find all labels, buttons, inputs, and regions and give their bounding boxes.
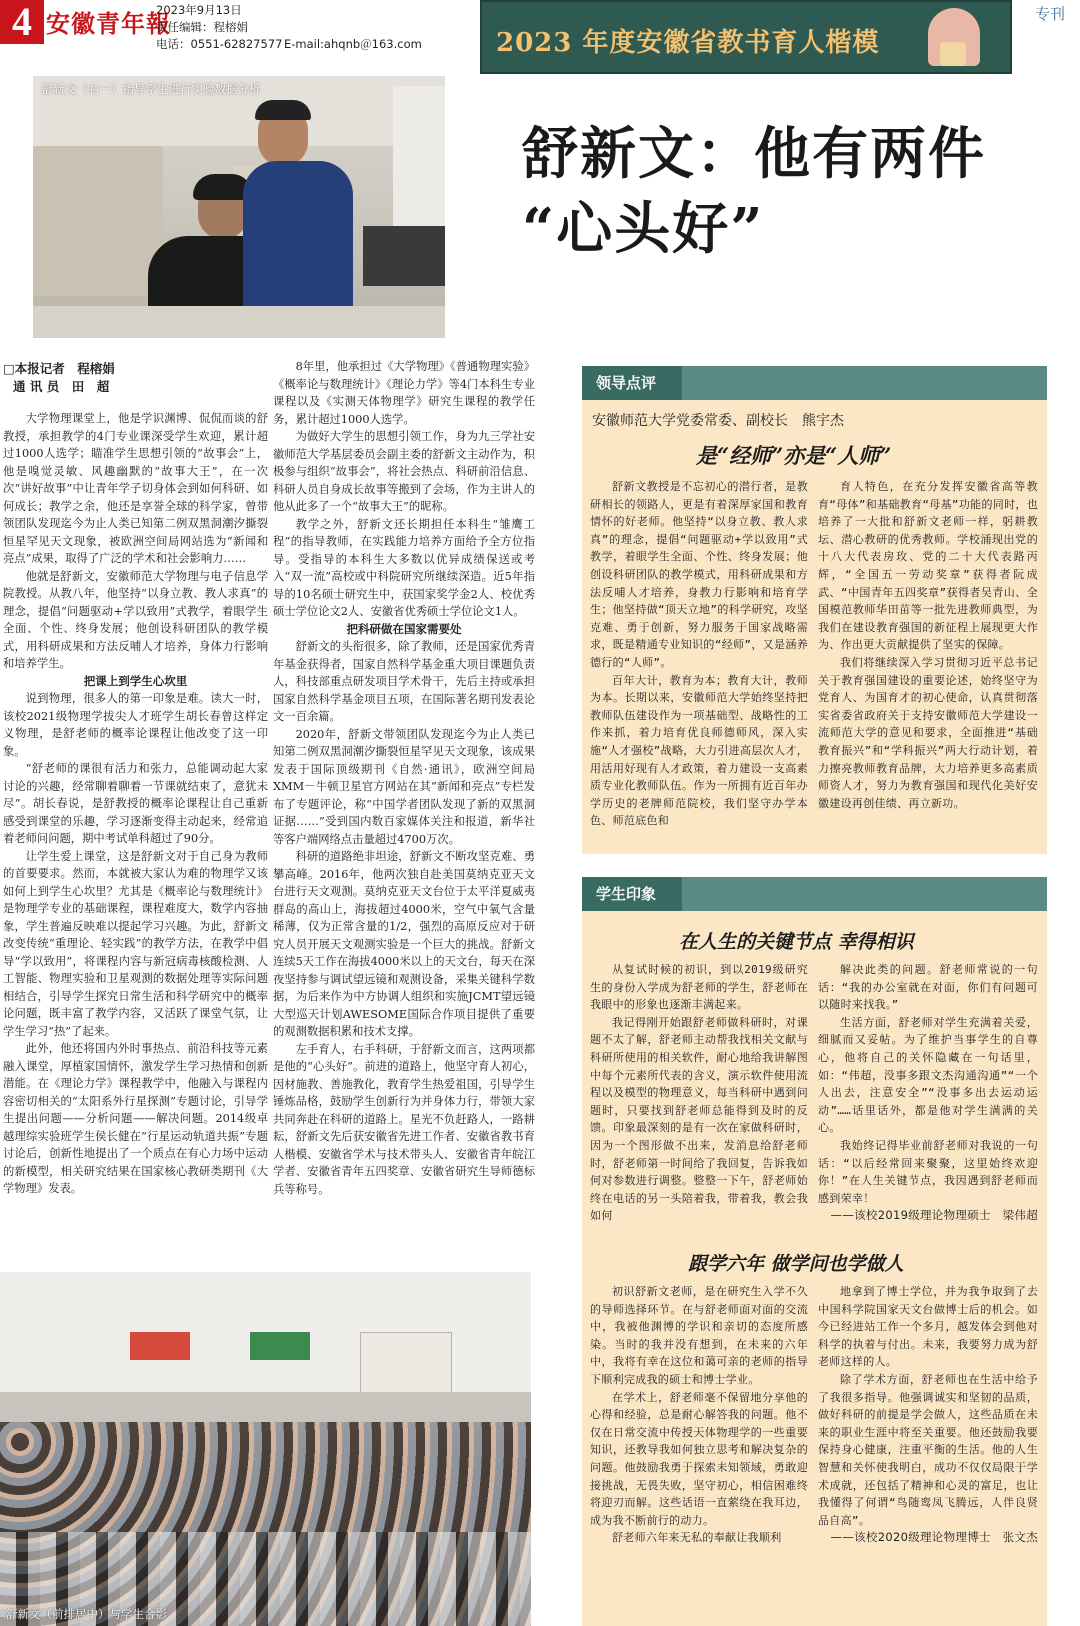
headline-quote: “心头好” <box>522 196 765 262</box>
contact-email: E-mail:ahqnb＠163.com <box>284 37 422 51</box>
paragraph: 地拿到了博士学位，并为我争取到了去中国科学院国家天文台做博士后的机会。如今已经进站工作一个多月，越发体会到他对科学的执着与付出。未来，我要努力成为舒老师这样的人。 <box>818 1285 1038 1369</box>
header-bar <box>682 366 1047 400</box>
leader-comment-box <box>582 366 1047 854</box>
subheading: 把科研做在国家需要处 <box>346 621 462 636</box>
paragraph: 百年大计，教育为本；教育大计，教师为本。长期以来，安徽师范大学始终坚持把教师队伍建设作为一项基础型、战略性的工作来抓，着力培育优良师德师风，深入实施“人才强校”战略，大力引进高层次人才，用活用好现有人才政策，着力建设一支高素质专业化教师队伍。作为一所拥有近百年办学历史的老牌师范院校，我们坚守办学本色、师范底色和 <box>590 673 808 828</box>
paragraph: 除了学术方面，舒老师也在生活中给予了我很多指导。他强调诚实和坚韧的品质，做好科研的前提是学会做人，这些品质在未来的职业生涯中将至关重要。他还鼓励我要保持身心健康，注重平衡的生活。他的人生智慧和关怀使我明白，成功不仅仅局限于学术成就，还包括了精神和心灵的富足，也让我懂得了何谓“鸟随鸾凤飞腾远，人伴良贤品自高”。 <box>818 1372 1038 1527</box>
paragraph: “舒老师的课很有活力和张力，总能调动起大家讨论的兴趣，经常聊着聊着一节课就结束了，意犹未尽”。胡长春说，是舒教授的概率论课程让自己重新感受到课堂的乐趣，学习逐渐变得主动起来，经常追着老师问问题，期中考试单科超过了90分。 <box>3 762 268 845</box>
header-bar <box>682 877 1047 911</box>
newspaper-masthead: 安徽青年報 <box>46 9 171 38</box>
paragraph: 在学术上，舒老师毫不保留地分享他的心得和经验，总是耐心解答我的问题。他不仅在日常交流中传授天体物理学的一些重要知识，还教导我如何独立思考和解决复杂的问题。他鼓励我勇于探索未知领域，勇敢迎接挑战，无畏失败，坚守初心，相信困难终将迎刃而解。这些话语一直萦绕在我耳边，成为我不断前行的动力。 <box>590 1390 808 1527</box>
paragraph: 解决此类的问题。舒老师常说的一句话：“我的办公室就在对面，你们有问题可以随时来找我。” <box>818 963 1038 1012</box>
paragraph: 大学物理课堂上，他是学识渊博、侃侃而谈的舒教授，承担教学的4门专业课深受学生欢迎，累计超过1000人选学；瞄准学生思想引领的“故事会”上，他是嗅觉灵敏、风趣幽默的“故事大王”，在一次次“讲好故事”中让青年学子切身体会到如何科研、如何成长；教学之余，他还是享誉全球的科学家，曾带领团队发现迄今为止人类已知第二例双黑洞潮汐撕裂恒星罕见天文现象，被欧洲空间局网站选为“新闻和亮点”成果，取得了广泛的学术和社会影响力…… <box>3 412 268 565</box>
contact-phone: 电话：0551-62827577 <box>156 37 283 51</box>
page-number: 4 <box>0 0 44 44</box>
issue-date: 2023年9月13日 <box>156 3 242 17</box>
paragraph: 从复试时候的初识，到以2019级研究生的身份入学成为舒老师的学生，舒老师在我眼中的形象也逐渐丰满起来。 <box>590 963 808 1012</box>
paragraph: 说到物理，很多人的第一印象是难。读大一时，该校2021级物理学拔尖人才班学生胡长春曾这样定义物理，是舒老师的概率论课程让他改变了这一印象。 <box>3 692 268 758</box>
comment-column-2 <box>818 478 1038 848</box>
paragraph: 生活方面，舒老师对学生充满着关爱，细腻而又妥帖。为了维护当事学生的自尊心，他将自己的关怀隐藏在一句话里，如：“伟超，没事多跟文杰沟通沟通”“一个人出去，注意安全”“没事多出去运动运动”……话里话外，都是他对学生满满的关心。 <box>818 1015 1038 1135</box>
paragraph: 让学生爱上课堂，这是舒新文对于自己身为教师的首要要求。然而，本就被大家认为难的物理学又该如何上到学生心坎里？尤其是《概率论与数理统计》是物理学专业的基础课程，课程难度大，数学内容抽象，学生普遍反映难以提起学习兴趣。为此，舒新文改变传统“重理论、轻实践”的教学方法，在教学中倡导“学以致用”，将课程内容与新冠病毒核酸检测、人工智能、物理实验和卫星观测的数据处理等实际问题相结合，引导学生探究日常生活和科学研究中的概率论问题，既丰富了教学内容，又活跃了课堂气氛，让学生学习“热”了起来。 <box>3 849 268 1038</box>
paragraph: 为做好大学生的思想引领工作，身为九三学社安徽师范大学基层委员会副主委的舒新文主动作为，积极参与组织“故事会”，将社会热点、科研前沿信息、科研人员自身成长故事等搬到了会场，作为主讲人的他从此多了一个“故事大王”的昵称。 <box>273 430 535 513</box>
subheading: 把课上到学生心坎里 <box>83 673 188 688</box>
student-impression-header: 学生印象 <box>582 877 696 911</box>
special-edition-tag: 专刊 <box>1035 5 1066 23</box>
byline-reporter: □本报记者 程榕娟 <box>3 361 115 376</box>
paragraph: 初识舒新文老师，是在研究生入学不久的导师选择环节。在与舒老师面对面的交流中，我被他渊博的学识和亲切的态度所感染。当时的我并没有想到，在未来的六年中，我将有幸在这位和蔼可亲的老师的指导下顺利完成我的硕士和博士学业。 <box>590 1285 808 1386</box>
story2-column-1 <box>590 1283 808 1623</box>
photo-caption: 舒新文（右一）指导学生进行实验数据分析 <box>42 82 261 96</box>
byline-correspondent: 通 讯 员 田 超 <box>13 379 110 394</box>
paragraph: 2020年，舒新文带领团队发现迄今为止人类已知第二例双黑洞潮汐撕裂恒星罕见天文现象，该成果发表于国际顶级期刊《自然·通讯》，欧洲空间局XMM－牛顿卫星官方网站在其“新闻和亮点”专栏发布了专题评论，称“中国学者团队发现了新的双黑洞证据……”受到国内数百家媒体关注和报道，新华社等客户端网络点击量超过4700万次。 <box>273 727 535 846</box>
comment-title: 是“经师”亦是“人师” <box>696 443 892 468</box>
comment-column-1 <box>590 478 808 848</box>
paragraph: 育人特色，在充分发挥安徽省高等教育“母体”和基础教育“母基”功能的同时，也培养了一大批和舒新文老师一样，躬耕教坛、潜心教研的优秀教师。学校涌现出党的十八大代表房玫、党的二十大代表路丙辉，“全国五一劳动奖章”获得者阮成武、“中国青年五四奖章”获得者吴青山、全国模范教师华田苗等一批先进教师典型，为我们在建设教育强国的新征程上展现更大作为、作出更大贡献提供了坚实的保障。 <box>818 480 1038 652</box>
student-impression-box <box>582 877 1047 1626</box>
paragraph: 左手育人，右手科研，于舒新文而言，这两项都是他的“心头好”。前进的道路上，他坚守育人初心，因材施教、善施教化，教育学生热爱祖国，引导学生锤炼品格，鼓励学生创新行为并身体力行，带领大家共同奔赴在科研的道路上。星光不负赶路人，一路耕耘，舒新文先后获安徽省先进工作者、安徽省教书育人楷模、安徽省学术与技术带头人、安徽省青年皖江学者、安徽省青年五四奖章、安徽省研究生导师德标兵等称号。 <box>273 1042 535 1196</box>
paragraph: 舒新文教授是不忘初心的潜行者，是教研相长的领路人，更是有着深厚家国和教育情怀的好老师。他坚持“以身立教、教人求真”的理念，提倡“问题驱动+学以致用”式教学，着眼学生全面、个性、终身发展；他创设科研团队的教学模式，用科研成果和方法反哺人才培养，身教力行影响和培育学生；他坚持做“顶天立地”的科学研究，攻坚克难、勇于创新，努力服务于国家战略需求，既是精通专业知识的“经师”，又是涵养德行的“人师”。 <box>590 480 808 669</box>
paragraph: 我们将继续深入学习贯彻习近平总书记关于教育强国建设的重要论述，始终坚守为党育人、为国育才的初心使命，认真贯彻落实省委省政府关于支持安徽师范大学建设一流师范大学的意见和要求，全面推进“基础教育振兴”和“学科振兴”两大行动计划，着力擦亮教师教育品牌，大力培养更多高素质师资人才，努力为教育强国和现代化美好安徽建设再创佳绩、再立新功。 <box>818 655 1038 810</box>
headline: 舒新文：他有两件 <box>522 121 986 187</box>
banner-title: 2023 年度安徽省教书育人楷模 <box>496 28 880 58</box>
story1-column-2 <box>818 961 1038 1261</box>
paragraph: 8年里，他承担过《大学物理》《普通物理实验》《概率论与数理统计》《理论力学》等4门本科生专业课程以及《实测天体物理学》研究生课程的教学任务，累计超过1000人选学。 <box>273 360 535 426</box>
leader-comment-header: 领导点评 <box>582 366 696 400</box>
story1-column-1 <box>590 961 808 1261</box>
paragraph: 教学之外，舒新文还长期担任本科生“雏鹰工程”的指导教师，在实践能力培养方面给予全方位指导。受指导的本科生大多数以优异成绩保送或考入“双一流”高校或中科院研究所继续深造。近5年指导的10名硕士研究生中，获国家奖学金2人、校优秀硕士学位论文2人、安徽省优秀硕士学位论文1人。 <box>273 517 535 618</box>
signature: ——该校2020级理论物理博士 张文杰 <box>830 1530 1038 1545</box>
paragraph: 我始终记得毕业前舒老师对我说的一句话：“以后经常回来聚聚，这里始终欢迎你！”在人生关键节点，我因遇到舒老师而感到荣幸！ <box>818 1138 1038 1205</box>
comment-author: 安徽师范大学党委常委、副校长 熊宇杰 <box>592 413 844 429</box>
story2-column-2 <box>818 1283 1038 1623</box>
paragraph: 舒新文的头衔很多，除了教师，还是国家优秀青年基金获得者，国家自然科学基金重大项目课题负责人，科技部重点研发项目学术骨干，先后主持或承担国家自然科学基金项目五项，在国际著名期刊发表论文一百余篇。 <box>273 640 535 723</box>
article-column-1 <box>3 410 268 1270</box>
paragraph: 科研的道路绝非坦途，舒新文不断攻坚克难、勇攀高峰。2016年，他两次独自赴美国莫纳克亚天文台进行天文观测。莫纳克亚天文台位于太平洋夏威夷群岛的高山上，海拔超过4000米，空气中氧气含量稀薄，仅为正常含量的1/2，强烈的高原反应对于研究人员开展天文观测实验是一个巨大的挑战。舒新文连续5天工作在海拔4000米以上的天文台，每天在深夜坚持参与调试望远镜和观测设备，采集关键科学数据，为后来作为中方协调人组织和实施JCMT望远镜大型巡天计划AWESOME国际合作项目提供了重要的观测数据积累和技术支撑。 <box>273 850 535 1038</box>
editor-credit: 责任编辑：程榕娟 <box>156 20 248 34</box>
photo-group-students <box>0 1272 531 1626</box>
paragraph: 他就是舒新文，安徽师范大学物理与电子信息学院教授。从教八年，他坚持“以身立教、教人求真”的理念，提倡“问题驱动+学以致用”式教学，着眼学生全面、个性、终身发展；他创设科研团队的教学模式，用科研成果和方法反哺人才培养，身体力行影响和培养学生。 <box>3 569 268 670</box>
paragraph: 此外，他还将国内外时事热点、前沿科技等元素融入课堂，厚植家国情怀，激发学生学习热情和创新潜能。在《理论力学》课程教学中，他融入与课程内容密切相关的“太阳系外行星探测”专题讨论，引导学生提出问题——分析问题——解决问题。2014级卓越理综实验班学生侯长健在“行星运动轨道共振”专题讨论后，创新性地提出了一个质点在有心力场中运动的新模型，相关研究结果在国家核心教研类期刊《大学物理》发表。 <box>3 1042 268 1195</box>
photo-caption: 舒新文（前排居中）与学生合影 <box>6 1607 167 1621</box>
section-banner <box>480 0 1012 74</box>
signature: ——该校2019级理论物理硕士 梁伟超 <box>830 1208 1038 1223</box>
paragraph: 舒老师六年来无私的奉献让我顺利 <box>612 1531 782 1545</box>
photo-lab-guidance <box>33 76 445 338</box>
story2-title: 跟学六年 做学问也学做人 <box>688 1253 904 1275</box>
story1-title: 在人生的关键节点 幸得相识 <box>679 931 914 953</box>
book-icon <box>940 42 966 66</box>
article-column-2 <box>273 358 535 1258</box>
paragraph: 我记得刚开始跟舒老师做科研时，对课题不太了解，舒老师主动帮我找相关文献与科研所使用的相关软件，耐心地给我讲解图中每个元素所代表的含义，演示软件使用流程以及模型的物理意义，每当科研中遇到问题时，只要找到舒老师总能得到及时的反馈。印象最深刻的是有一次在家做科研时，因为一个图形做不出来，发消息给舒老师时，舒老师第一时间给了我回复，告诉我如何对参数进行调整。整整一下午，舒老师始终在电话的另一头陪着我，带着我，教会我如何 <box>590 1015 808 1223</box>
